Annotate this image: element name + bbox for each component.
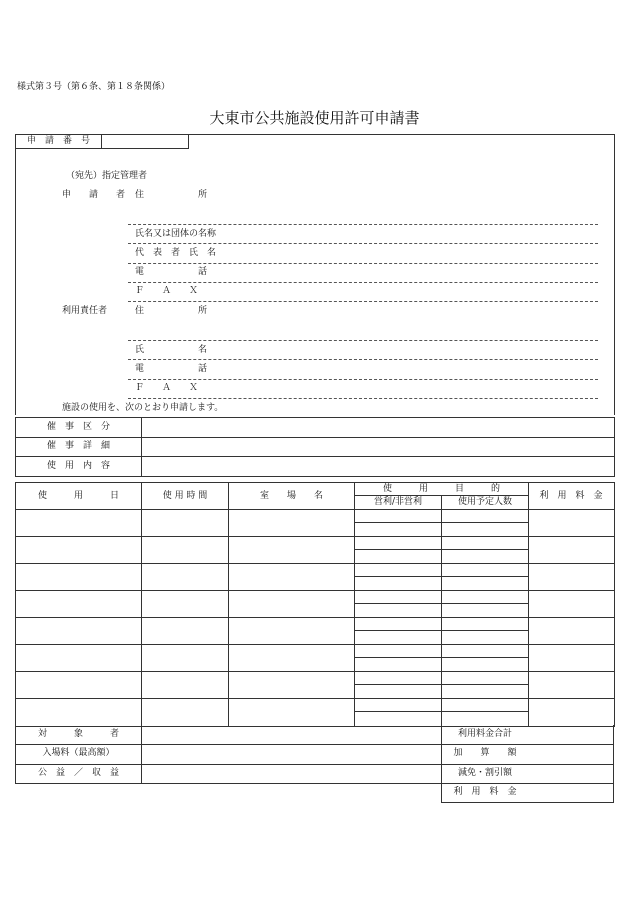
table-row[interactable] (16, 672, 613, 698)
applicant-tel-field[interactable] (225, 264, 597, 280)
event-details-field[interactable] (142, 438, 613, 455)
table-row[interactable] (16, 699, 613, 725)
addressee: （宛先）指定管理者 (66, 171, 148, 181)
total-fee-label: 利用料金合計 (457, 729, 512, 739)
applicant-label: 申 請 者 (62, 190, 126, 200)
application-statement: 施設の使用を、次のとおり申請します。 (62, 403, 224, 413)
applicant-tel-label: 電 話 (135, 267, 208, 277)
total-fee-field[interactable] (529, 726, 613, 744)
table-row[interactable] (16, 537, 613, 563)
target-label: 対 象 者 (37, 729, 119, 739)
subcol-profit: 営利/非営利 (373, 497, 423, 507)
usage-content-label: 使 用 内 容 (46, 461, 110, 471)
entrance-fee-field[interactable] (142, 745, 441, 764)
page-title: 大東市公共施設使用許可申請書 (209, 109, 420, 127)
responsible-name-label: 氏 名 (135, 345, 208, 355)
col-room-name: 室 場 名 (259, 491, 323, 501)
org-name-label: 氏名又は団体の名称 (135, 229, 217, 239)
col-usage-fee: 利 用 料 金 (539, 491, 603, 501)
col-usage-time: 使 用 時 間 (162, 491, 208, 501)
table-row[interactable] (16, 645, 613, 671)
discount-label: 減免・割引額 (457, 768, 512, 778)
applicant-address-field[interactable] (225, 186, 597, 222)
discount-field[interactable] (529, 765, 613, 783)
usage-fee-field[interactable] (529, 784, 613, 802)
representative-name-label: 代 表 者 氏 名 (135, 248, 217, 258)
responsible-fax-label: Ｆ Ａ Ｘ (135, 383, 199, 393)
usage-fee-label: 利 用 料 金 (453, 787, 517, 797)
public-profit-field[interactable] (142, 765, 441, 783)
representative-name-field[interactable] (225, 245, 597, 261)
responsible-fax-field[interactable] (225, 380, 597, 396)
application-number-field[interactable] (102, 135, 188, 148)
event-category-label: 催 事 区 分 (46, 422, 110, 432)
surcharge-label: 加 算 額 (453, 748, 517, 758)
public-profit-label: 公 益 ／ 収 益 (37, 768, 119, 778)
col-usage-purpose: 使 用 目 的 (382, 484, 500, 494)
applicant-fax-label: Ｆ Ａ Ｘ (135, 286, 199, 296)
responsible-tel-field[interactable] (225, 361, 597, 377)
org-name-field[interactable] (225, 226, 597, 242)
surcharge-field[interactable] (529, 745, 613, 764)
col-usage-date: 使 用 日 (37, 491, 119, 501)
responsible-address-label: 住 所 (135, 306, 208, 316)
application-number-label: 申 請 番 号 (26, 136, 90, 146)
responsible-address-field[interactable] (225, 303, 597, 339)
table-row[interactable] (16, 564, 613, 590)
applicant-fax-field[interactable] (225, 283, 597, 299)
table-row[interactable] (16, 510, 613, 536)
form-number: 様式第３号（第６条、第１８条関係） (17, 82, 171, 92)
table-row[interactable] (16, 618, 613, 644)
target-field[interactable] (142, 726, 441, 744)
event-details-label: 催 事 詳 細 (46, 441, 110, 451)
applicant-address-label: 住 所 (135, 190, 208, 200)
usage-content-field[interactable] (142, 457, 613, 475)
entrance-fee-label: 入場料（最高額） (42, 748, 115, 758)
table-row[interactable] (16, 591, 613, 617)
subcol-expected-people: 使用予定人数 (457, 497, 512, 507)
responsible-person-label: 利用責任者 (62, 306, 108, 316)
responsible-tel-label: 電 話 (135, 364, 208, 374)
responsible-name-field[interactable] (225, 342, 597, 358)
event-category-field[interactable] (142, 418, 613, 436)
